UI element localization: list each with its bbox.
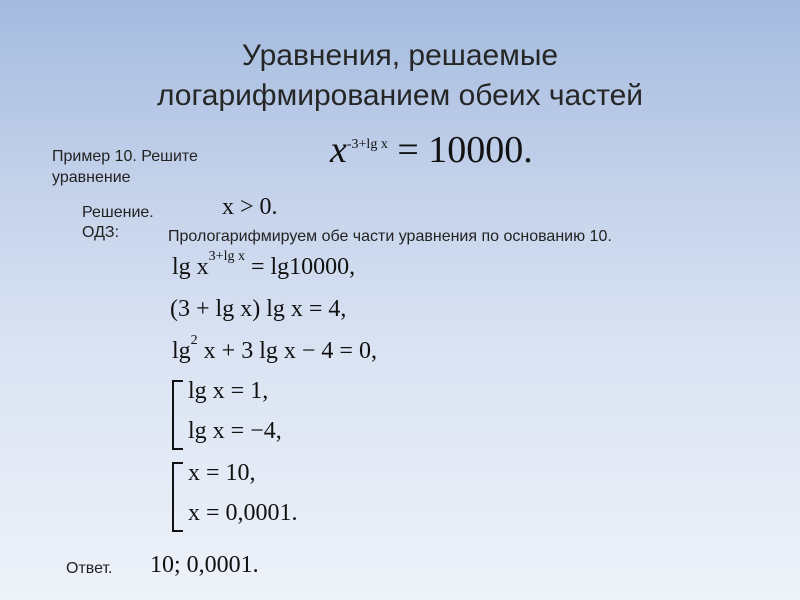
- example-label-line-1: Пример 10. Решите: [52, 148, 198, 165]
- answer-label: Ответ.: [66, 560, 113, 577]
- step-3-rest: x + 3 lg x − 4 = 0,: [203, 338, 377, 364]
- solution-label: Решение.: [82, 204, 154, 221]
- answer-value: 10; 0,0001.: [150, 552, 259, 578]
- example-label: [52, 146, 198, 188]
- system-2-line-2: x = 0,0001.: [188, 500, 298, 526]
- system-2: [172, 458, 392, 536]
- odz-condition: x > 0.: [222, 194, 278, 220]
- system-1-bracket: [172, 380, 183, 450]
- system-2-line-1: x = 10,: [188, 460, 256, 486]
- step-1-exponent: 3+lg x: [208, 249, 245, 264]
- step-3-lhs: lg: [172, 338, 191, 364]
- main-equation: [330, 128, 533, 172]
- title-line-2: логарифмированием обеих частей: [156, 79, 644, 112]
- step-1-rhs: = lg10000,: [250, 254, 356, 280]
- equation-exponent: -3+lg x: [346, 137, 388, 152]
- step-1: [172, 249, 356, 281]
- odz-label: ОДЗ:: [82, 224, 120, 241]
- system-2-bracket: [172, 462, 183, 532]
- equation-rhs: = 10000.: [397, 129, 533, 171]
- system-1-line-1: lg x = 1,: [188, 378, 269, 404]
- step-3: [172, 333, 377, 365]
- title-line-1: Уравнения, решаемые: [241, 39, 559, 72]
- system-1-line-2: lg x = −4,: [188, 418, 282, 444]
- system-1: [172, 376, 372, 454]
- step-1-lhs: lg x: [172, 254, 209, 280]
- step-3-power: 2: [190, 333, 198, 348]
- equation-base: x: [330, 129, 347, 171]
- solution-instruction: Прологарифмируем обе части уравнения по основанию 10.: [168, 228, 612, 245]
- slide-title: [0, 36, 800, 116]
- example-label-line-2: уравнение: [52, 169, 131, 186]
- step-2: (3 + lg x) lg x = 4,: [170, 296, 347, 322]
